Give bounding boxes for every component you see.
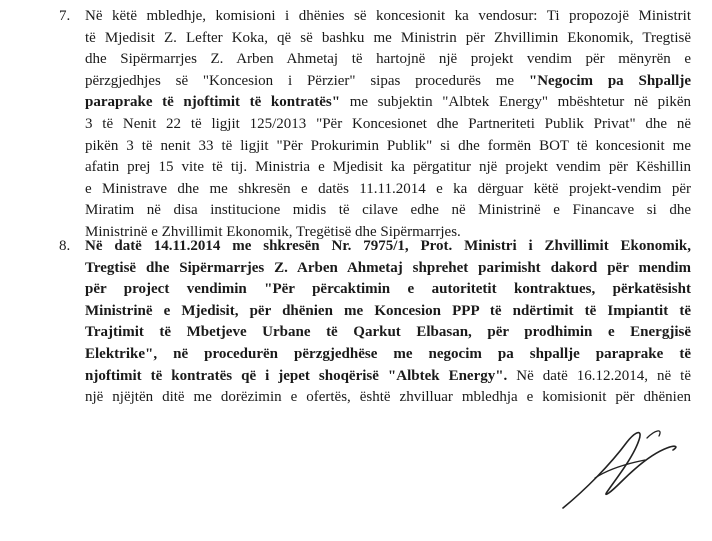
text-line: të Mjedisit Z. Lefter Koka, që së bashku me Ministrin për Zhvillimin Ekonomik, Tregtisë <box>85 29 691 46</box>
text-line: dhe Sipërmarrjes Z. Arben Ahmetaj të hartojnë një projekt vendim për mënyrën e <box>85 51 691 68</box>
handwritten-signature-icon <box>555 420 685 520</box>
text-line: afatin prej 15 vite të tij. Ministria e Mjedisit ka përgatitur një projekt vendim për Këshillin <box>85 159 691 176</box>
text-line: e Ministrave dhe me shkresën e datës 11.11.2014 e ka dërguar këtë projekt-vendim për <box>85 180 691 197</box>
text-line: 3 të Nenit 22 të ligjit 125/2013 "Për Koncesionet dhe Partneriteti Publik Privat" dhe në <box>85 115 691 132</box>
text-line: për project vendimin "Për përcaktimin e autoritetit kontraktues, përkatësisht <box>85 281 691 298</box>
text-line: Ministrinë e Zhvillimit Ekonomik, Tregëtisë dhe Sipërmarrjes. <box>85 223 461 240</box>
text-line: Në këtë mbledhje, komisioni i dhënies së koncesionit ka vendosur: Ti propozojë Ministrit <box>85 8 691 24</box>
text-line: njoftimit të kontratës që i jepet shoqërisë "Albtek Energy". Në datë 16.12.2014, në të <box>85 367 691 384</box>
text-line: Miratim në disa institucione midis të cilave edhe në Ministrinë e Financave si dhe <box>85 202 691 219</box>
text-line: përzgjedhjes së "Koncesion i Përzier" sipas procedurës me "Negocim pa Shpallje <box>85 72 691 89</box>
text-line: Në datë 14.11.2014 me shkresën Nr. 7975/1, Prot. Ministri i Zhvillimit Ekonomik, <box>85 238 691 254</box>
text-line: një njëjtën ditë me dorëzimin e ofertës, është zhvilluar mbledhja e komisionit për dhënien <box>85 389 691 406</box>
list-item-7 <box>59 6 691 244</box>
text-line: Elektrike", në procedurën përzgjedhëse me negocim pa shpallje paraprake të <box>85 345 691 362</box>
list-item-8 <box>59 236 691 409</box>
list-number: 7. <box>59 8 71 24</box>
text-line: Trajtimit të Mbetjeve Urbane të Qarkut Elbasan, për prodhimin e Energjisë <box>85 324 691 341</box>
text-line: pikën 3 të nenit 33 të ligjit "Për Prokurimin Publik" si dhe formën BOT të koncesionit me <box>85 137 691 154</box>
text-line: Tregtisë dhe Sipërmarrjes Z. Arben Ahmetaj shprehet parimisht dakord për mendim <box>85 259 691 276</box>
list-number: 8. <box>59 238 71 254</box>
text-line: paraprake të njoftimit të kontratës" me subjektin "Albtek Energy" mbështetur në pikën <box>85 94 691 111</box>
text-line: Ministrinë e Mjedisit, për dhënien me Koncesion PPP të ndërtimit të Impiantit të <box>85 302 691 319</box>
